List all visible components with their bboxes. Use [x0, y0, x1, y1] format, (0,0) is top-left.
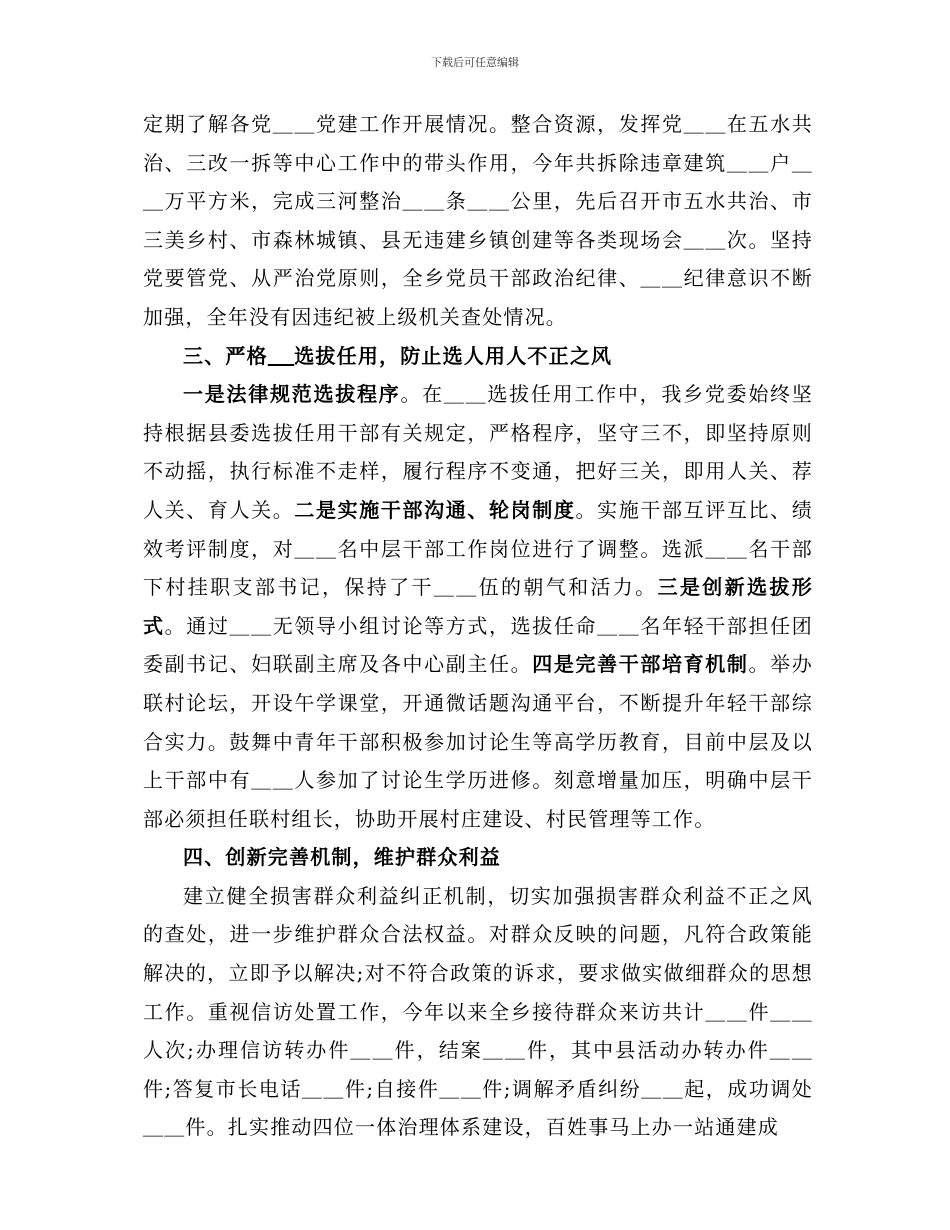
- point-2-text: 。实施干部互评互比、绩效考评制度，对＿＿名中层干部工作岗位进行了调整。选派＿＿名干部下村挂职支部书记，保持了干＿＿伍的朝气和活力。: [143, 497, 813, 600]
- point-3-text: 。通过＿＿无领导小组讨论等方式，选拔任命＿＿名年轻干部担任团委副书记、妇联副主席及各中心副主任。: [143, 613, 814, 677]
- paragraph-public-interest: 建立健全损害群众利益纠正机制，切实加强损害群众利益不正之风的查处，进一步维护群众合法权益。对群众反映的问题，凡符合政策能解决的，立即予以解决;对不符合政策的诉求，要求做实做细群众的思想工作。重视信访处置工作，今年以来全乡接待群众来访共计＿＿件＿＿人次;办理信访转办件＿＿件，结案＿＿件，其中县活动办转办件＿＿件;答复市长电话＿＿件;自接件＿＿件;调解矛盾纠纷＿＿起，成功调处＿＿件。扎实推动四位一体治理体系建设，百姓事马上办一站通建成: [143, 883, 813, 1140]
- section-heading-4: 四、创新完善机制，维护群众利益: [183, 845, 501, 870]
- page-header-note: 下载后可任意编辑: [431, 56, 519, 69]
- section-heading-3-suffix: 选拔任用，防止选人用人不正之风: [294, 343, 613, 368]
- point-2-title: 二是实施干部沟通、轮岗制度: [294, 497, 576, 522]
- point-4-title: 四是完善干部培育机制: [532, 652, 749, 677]
- section-heading-3: [143, 337, 813, 376]
- section-heading-3-prefix: 三、严格: [183, 343, 268, 368]
- section-heading-3-blank: [268, 344, 294, 368]
- point-3-title: 三是创新选拔形式: [143, 575, 813, 638]
- point-4-text: 。举办联村论坛，开设午学课堂，开通微话题沟通平台，不断提升年轻干部综合实力。鼓舞中青年干部积极参加讨论生等高学历教育，目前中层及以上干部中有＿＿人参加了讨论生学历进修。刻意增量加压，明确中层干部必须担任联村组长，协助开展村庄建设、村民管理等工作。: [143, 652, 813, 831]
- point-1-title: 一是法律规范选拔程序: [183, 382, 401, 407]
- point-1-text: 。在＿＿选拔任用工作中，我乡党委始终坚持根据县委选拔任用干部有关规定，严格程序，坚守三不，即坚持原则不动摇，执行标准不走样，履行程序不变通，把好三关，即用人关、荐人关、育人关。: [143, 382, 814, 522]
- paragraph-party-building: 定期了解各党＿＿党建工作开展情况。整合资源，发挥党＿＿在五水共治、三改一拆等中心工作中的带头作用，今年共拆除违章建筑＿＿户＿＿万平方米，完成三河整治＿＿条＿＿公里，先后召开市五水共治、市三美乡村、市森林城镇、县无违建乡镇创建等各类现场会＿＿次。坚持党要管党、从严治党原则，全乡党员干部政治纪律、＿＿纪律意识不断加强，全年没有因违纪被上级机关查处情况。: [143, 112, 813, 329]
- document-body: [143, 105, 813, 1147]
- paragraph-cadre-selection: [143, 375, 813, 838]
